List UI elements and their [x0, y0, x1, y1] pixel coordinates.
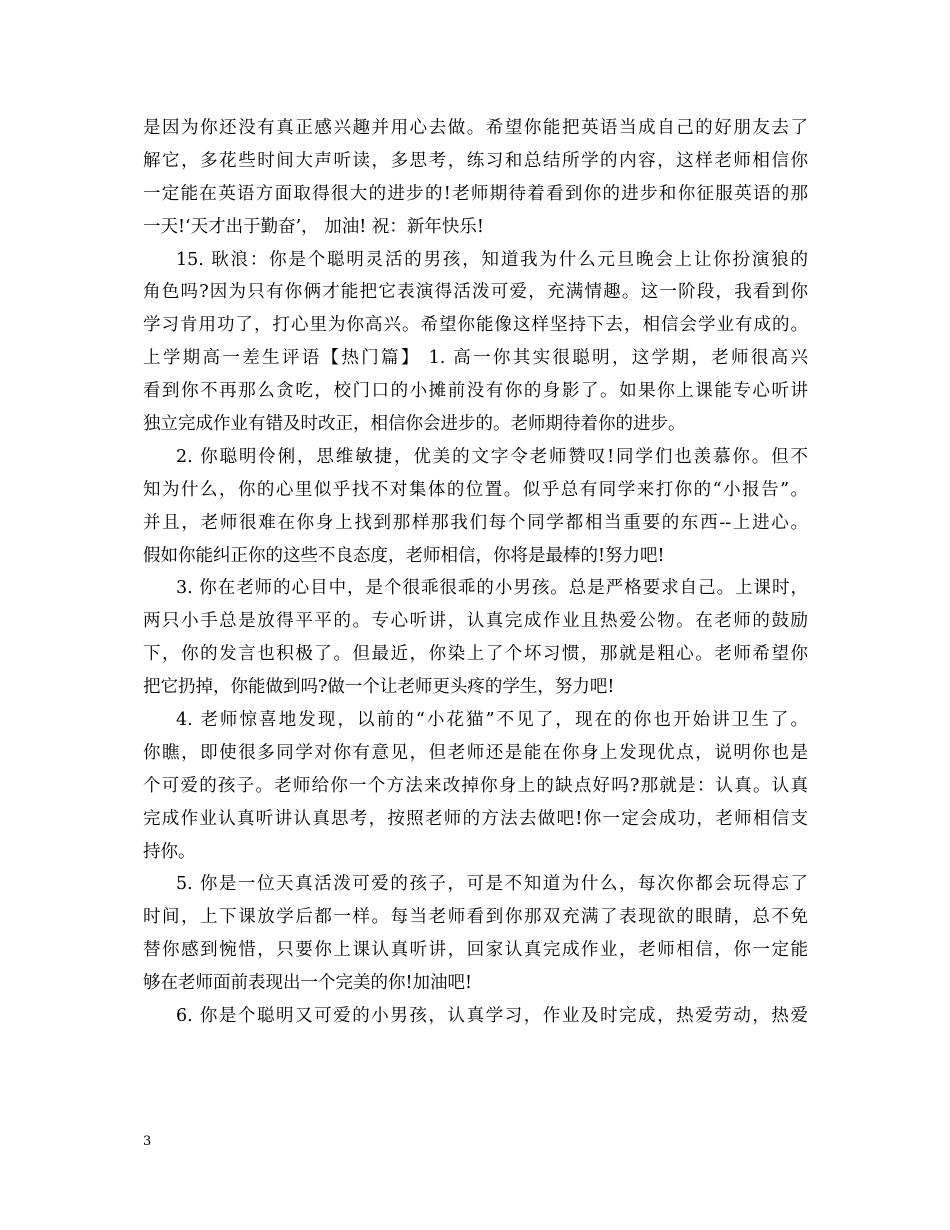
document-body — [143, 112, 808, 1033]
text-line: 15. 耿浪：你是个聪明灵活的男孩，知道我为什么元旦晚会上让你扮演狼的 — [176, 249, 808, 270]
text-line: 两只小手总是放得平平的。专心听讲，认真完成作业且热爱公物。在老师的鼓励 — [143, 611, 808, 632]
page-number: 3 — [143, 1134, 152, 1149]
text-line: 够在老师面前表现出一个完美的你!加油吧! — [143, 973, 473, 994]
text-line: 5. 你是一位天真活泼可爱的孩子，可是不知道为什么，每次你都会玩得忘了 — [176, 874, 808, 895]
text-line: 学习肯用功了，打心里为你高兴。希望你能像这样坚持下去，相信会学业有成的。 — [143, 315, 808, 336]
text-line: 下，你的发言也积极了。但最近，你染上了个坏习惯，那就是粗心。老师希望你 — [143, 644, 808, 665]
text-line: 你瞧，即使很多同学对你有意见，但老师还是能在你身上发现优点，说明你也是 — [143, 742, 808, 763]
text-line: 看到你不再那么贪吃，校门口的小摊前没有你的身影了。如果你上课能专心听讲 — [143, 381, 808, 402]
text-line: 并且，老师很难在你身上找到那样那我们每个同学都相当重要的东西--上进心。 — [143, 512, 808, 533]
text-line: 上学期高一差生评语【热门篇】 1. 高一你其实很聪明，这学期，老师很高兴 — [143, 348, 808, 369]
text-line: 假如你能纠正你的这些不良态度，老师相信，你将是最棒的!努力吧! — [143, 545, 665, 566]
text-line: 替你感到惋惜，只要你上课认真听讲，回家认真完成作业，老师相信，你一定能 — [143, 940, 808, 961]
text-line: 完成作业认真听讲认真思考，按照老师的方法去做吧!你一定会成功，老师相信支 — [143, 808, 808, 829]
text-line: 个可爱的孩子。老师给你一个方法来改掉你身上的缺点好吗?那就是：认真。认真 — [143, 775, 808, 796]
text-line: 2. 你聪明伶俐，思维敏捷，优美的文字令老师赞叹!同学们也羡慕你。但不 — [176, 446, 808, 467]
text-line: 角色吗?因为只有你俩才能把它表演得活泼可爱，充满情趣。这一阶段，我看到你 — [143, 282, 808, 303]
text-line: 一天!‘天才出于勤奋’， 加油! 祝：新年快乐! — [143, 216, 484, 237]
text-line: 解它，多花些时间大声听读，多思考，练习和总结所学的内容，这样老师相信你 — [143, 150, 808, 171]
text-line: 一定能在英语方面取得很大的进步的!老师期待着看到你的进步和你征服英语的那 — [143, 183, 808, 204]
text-line: 知为什么，你的心里似乎找不对集体的位置。似乎总有同学来打你的“小报告”。 — [143, 479, 808, 500]
text-line: 4. 老师惊喜地发现，以前的“小花猫”不见了，现在的你也开始讲卫生了。 — [176, 710, 808, 731]
text-line: 是因为你还没有真正感兴趣并用心去做。希望你能把英语当成自己的好朋友去了 — [143, 118, 808, 138]
text-line: 持你。 — [143, 841, 196, 862]
text-line: 独立完成作业有错及时改正，相信你会进步的。老师期待着你的进步。 — [143, 414, 686, 435]
text-line: 6. 你是个聪明又可爱的小男孩，认真学习，作业及时完成，热爱劳动，热爱 — [176, 1006, 808, 1027]
text-line: 3. 你在老师的心目中，是个很乖很乖的小男孩。总是严格要求自己。上课时， — [176, 578, 808, 599]
text-line: 时间，上下课放学后都一样。每当老师看到你那双充满了表现欲的眼睛，总不免 — [143, 907, 808, 928]
text-line: 把它扔掉，你能做到吗?做一个让老师更头疼的学生，努力吧! — [143, 677, 615, 698]
